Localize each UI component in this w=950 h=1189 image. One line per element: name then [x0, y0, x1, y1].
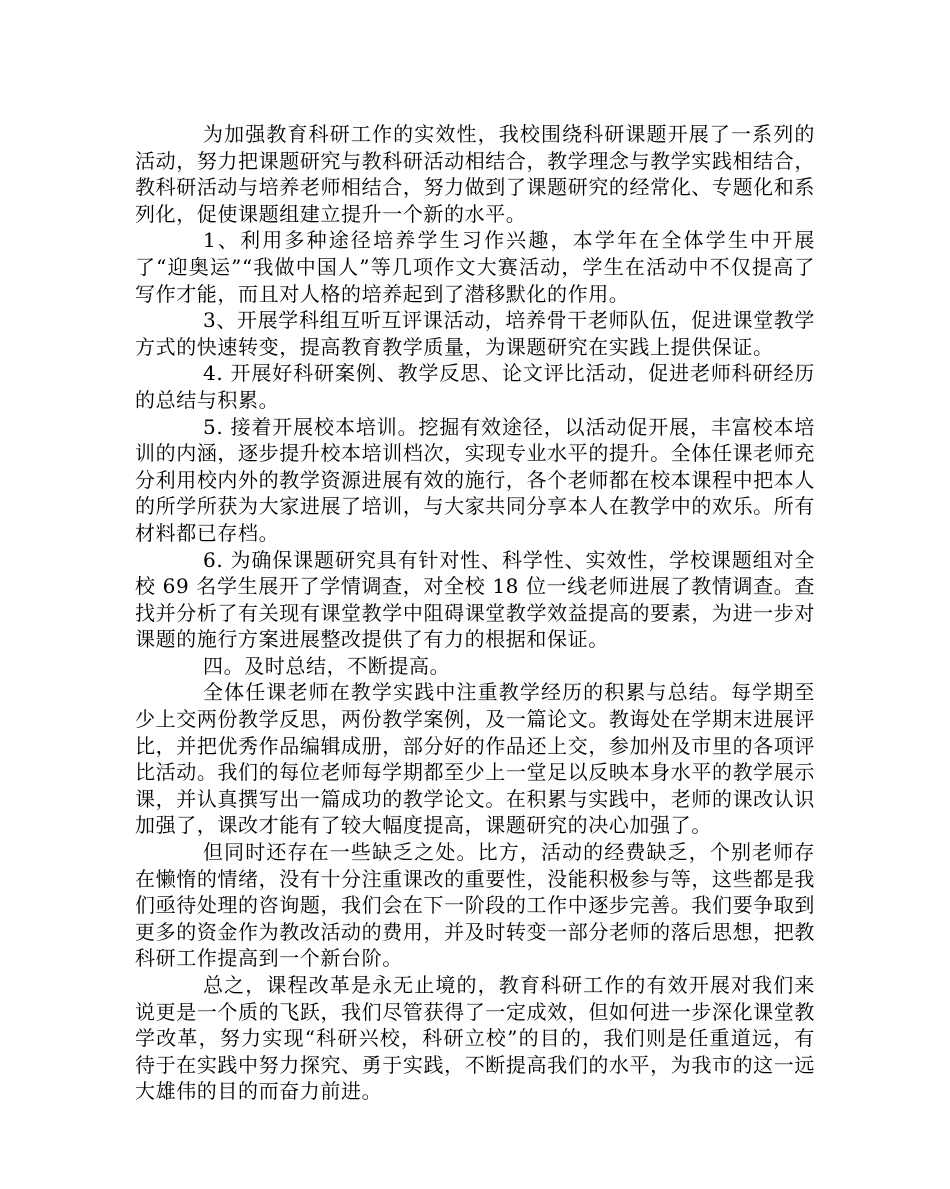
paragraph-conclusion: 总之，课程改革是永无止境的，教育科研工作的有效开展对我们来说更是一个质的飞跃，我们尽管获得了一定成效，但如何进一步深化课堂教学改革，努力实现“科研兴校，科研立校”的目的，我们则是任重道远，有待于在实践中努力探究、勇于实践，不断提高我们的水平，为我市的这一远大雄伟的目的而奋力前进。 [135, 973, 815, 1104]
paragraph-item-4: 4. 开展好科研案例、教学反思、论文评比活动，促进老师科研经历的总结与积累。 [135, 361, 815, 412]
paragraph-shortcomings: 但同时还存在一些缺乏之处。比方，活动的经费缺乏，个别老师存在懒惰的情绪，没有十分注重课改的重要性，没能积极参与等，这些都是我们亟待处理的咨询题，我们会在下一阶段的工作中逐步完善。我们要争取到更多的资金作为教改活动的费用，并及时转变一部分老师的落后思想，把教科研工作提高到一个新台阶。 [135, 840, 815, 971]
section-heading-summary: 四。及时总结，不断提高。 [203, 653, 451, 678]
paragraph-item-3: 3、开展学科组互听互评课活动，培养骨干老师队伍，促进课堂教学方式的快速转变，提高教育教学质量，为课题研究在实践上提供保证。 [135, 308, 815, 359]
paragraph-summary: 全体任课老师在教学实践中注重教学经历的积累与总结。每学期至少上交两份教学反思，两份教学案例，及一篇论文。教诲处在学期末进展评比，并把优秀作品编辑成册，部分好的作品还上交，参加州及市里的各项评比活动。我们的每位老师每学期都至少上一堂足以反映本身水平的教学展示课，并认真撰写出一篇成功的教学论文。在积累与实践中，老师的课改认识加强了，课改才能有了较大幅度提高，课题研究的决心加强了。 [135, 680, 815, 838]
paragraph-intro: 为加强教育科研工作的实效性，我校围绕科研课题开展了一系列的活动，努力把课题研究与教科研活动相结合，教学理念与教学实践相结合，教科研活动与培养老师相结合，努力做到了课题研究的经常化、专题化和系列化，促使课题组建立提升一个新的水平。 [135, 122, 815, 226]
paragraph-item-6: 6. 为确保课题研究具有针对性、科学性、实效性，学校课题组对全校 69 名学生展开了学情调查，对全校 18 位一线老师进展了教情调查。查找并分析了有关现有课堂教学中阻碍课堂教学效益提高的要素，为进一步对课题的施行方案进展整改提供了有力的根据和保证。 [135, 547, 815, 652]
paragraph-item-1: 1、利用多种途径培养学生习作兴趣，本学年在全体学生中开展了“迎奥运”“我做中国人”等几项作文大赛活动，学生在活动中不仅提高了写作才能，而且对人格的培养起到了潜移默化的作用。 [135, 228, 815, 306]
document-body [135, 121, 815, 1105]
paragraph-item-5: 5. 接着开展校本培训。挖掘有效途径，以活动促开展，丰富校本培训的内涵，逐步提升校本培训档次，实现专业水平的提升。全体任课老师充分利用校内外的教学资源进展有效的施行，各个老师都在校本课程中把本人的所学所获为大家进展了培训，与大家共同分享本人在教学中的欢乐。所有材料都已存档。 [135, 414, 815, 545]
